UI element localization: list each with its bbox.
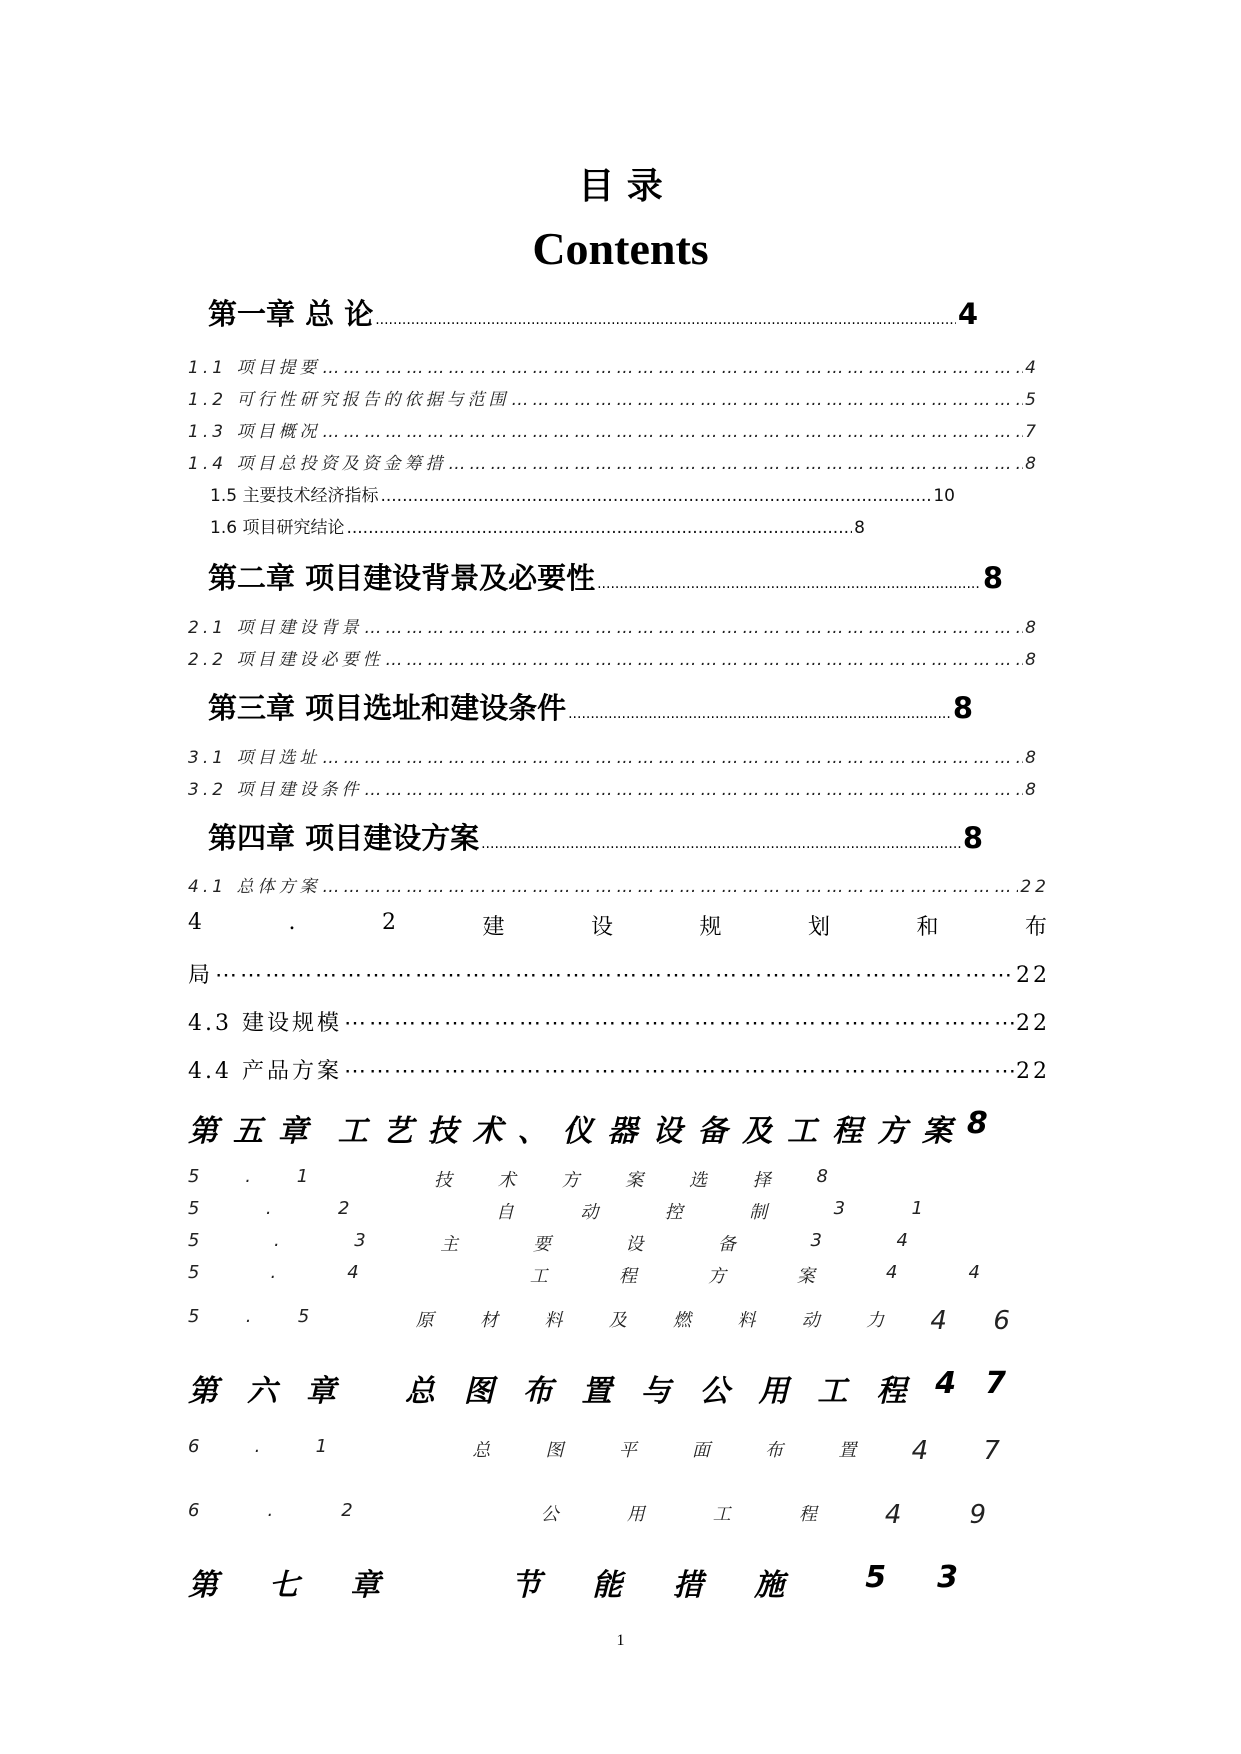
toc-char: 动 (801, 1310, 820, 1331)
toc-chapter-7[interactable] (188, 1560, 958, 1604)
toc-char: . (288, 910, 299, 935)
toc-char: 及 (742, 1114, 773, 1149)
toc-page-number: 8 (1025, 454, 1040, 474)
toc-char: 节 (511, 1568, 542, 1603)
toc-entry-4-2-line2[interactable] (188, 958, 1050, 989)
toc-page-number: 4 (1025, 358, 1040, 378)
toc-char: 总 (404, 1374, 435, 1409)
toc-char: 仪 (562, 1114, 593, 1149)
toc-char: 及 (608, 1310, 627, 1331)
toc-char: 程 (798, 1504, 817, 1525)
toc-char: 材 (480, 1310, 499, 1331)
toc-char: 措 (673, 1568, 704, 1603)
toc-char: 原 (415, 1310, 434, 1331)
toc-char: 工 (787, 1114, 818, 1149)
toc-char: 4 (188, 910, 205, 935)
toc-char: 燃 (673, 1310, 692, 1331)
toc-char: 工 (529, 1266, 548, 1287)
toc-entry-title: 4.1 总体方案 (188, 877, 321, 897)
toc-char: 设 (625, 1234, 644, 1255)
toc-char: 4 (884, 1500, 902, 1530)
toc-leader (481, 836, 961, 852)
toc-leader (344, 1011, 1014, 1036)
toc-page-number: 8 (982, 561, 1003, 595)
toc-leader (380, 486, 931, 506)
toc-char: 和 (916, 915, 942, 940)
toc-chapter-4[interactable] (208, 816, 983, 857)
toc-char: 方 (707, 1266, 726, 1287)
toc-char: . (267, 1500, 274, 1521)
toc-page-number: 10 (933, 486, 955, 506)
toc-char: 用 (758, 1374, 789, 1409)
toc-char: 划 (807, 915, 833, 940)
toc-char: 章 (277, 1114, 308, 1149)
toc-entry-3-2[interactable] (188, 775, 1040, 800)
toc-entry-title: 4.4 产品方案 (188, 1059, 342, 1084)
toc-char: 择 (752, 1170, 771, 1191)
toc-entry-5-2[interactable] (188, 1198, 923, 1224)
toc-chapter-title: 第四章 项目建设方案 (208, 821, 480, 855)
toc-page-number: 5 (1025, 390, 1040, 410)
toc-char: 6 (188, 1500, 200, 1521)
toc-page-number: 7 (1025, 422, 1040, 442)
toc-char: 、 (517, 1114, 548, 1149)
toc-char: 第 (188, 1114, 218, 1149)
toc-char: 制 (749, 1202, 768, 1223)
toc-char: 1 (315, 1436, 328, 1457)
toc-chapter-2[interactable] (208, 556, 1003, 597)
toc-char: 5 (188, 1198, 200, 1219)
toc-char: 方 (877, 1114, 907, 1149)
toc-char: 4 (911, 1436, 929, 1466)
toc-char: . (270, 1262, 277, 1283)
toc-page-number: 8 (1025, 780, 1040, 800)
toc-char: 4 (885, 1262, 898, 1283)
toc-char: 6 (188, 1436, 200, 1457)
toc-entry-title: 1.3 项目概况 (188, 422, 321, 442)
toc-char: . (274, 1230, 280, 1251)
toc-char: 案 (921, 1114, 952, 1149)
toc-leader (346, 518, 852, 538)
toc-char: 五 (232, 1114, 263, 1149)
toc-char: 6 (993, 1306, 1010, 1336)
toc-char: 4 (896, 1230, 908, 1251)
toc-entry-title: 1.5 主要技术经济指标 (210, 486, 379, 506)
toc-char: 艺 (382, 1114, 413, 1149)
toc-chapter-3[interactable] (208, 686, 973, 727)
toc-page-number: 22 (1016, 963, 1050, 988)
toc-char: 术 (472, 1114, 503, 1149)
toc-entry-title: 2.1 项目建设背景 (188, 618, 363, 638)
toc-leader (322, 748, 1023, 768)
toc-entry-3-1[interactable] (188, 743, 1040, 768)
toc-char: 施 (754, 1568, 785, 1603)
toc-char: 第 (188, 1568, 218, 1603)
toc-char: 备 (697, 1114, 728, 1149)
toc-char: 程 (832, 1114, 863, 1149)
toc-char: 设 (590, 915, 616, 940)
toc-entry-1-1[interactable] (188, 353, 1040, 378)
toc-chapter-title: 第一章 总 论 (208, 297, 374, 331)
toc-chapter-title: 第三章 项目选址和建设条件 (208, 691, 567, 725)
toc-char: 六 (246, 1374, 277, 1409)
toc-leader (375, 312, 956, 328)
toc-leader (568, 706, 951, 722)
toc-char: 布 (522, 1374, 553, 1409)
toc-char: 2 (338, 1198, 350, 1219)
page-number-footer: 1 (616, 1632, 625, 1649)
toc-leader (322, 422, 1023, 442)
toc-entry-6-2[interactable] (188, 1500, 986, 1530)
toc-char: 程 (876, 1374, 907, 1409)
toc-page-number: 4 (957, 297, 978, 331)
toc-char: . (245, 1306, 252, 1327)
toc-char: 4 (347, 1262, 359, 1283)
toc-char: 程 (618, 1266, 637, 1287)
toc-char: 能 (592, 1568, 623, 1603)
toc-char: 布 (765, 1440, 784, 1461)
toc-char: 2 (381, 910, 399, 935)
toc-entry-5-1[interactable] (188, 1166, 828, 1192)
toc-char: 2 (341, 1500, 353, 1521)
toc-char: 图 (545, 1440, 564, 1461)
toc-char: 1 (296, 1166, 309, 1187)
toc-leader (322, 358, 1023, 378)
toc-leader (215, 963, 1014, 988)
toc-char: 工 (817, 1374, 848, 1409)
toc-char: 9 (969, 1500, 986, 1530)
toc-leader (322, 877, 1018, 897)
toc-char: 3 (354, 1230, 366, 1251)
toc-char: 选 (689, 1170, 707, 1191)
toc-char: 动 (580, 1202, 599, 1223)
toc-char: 自 (495, 1202, 514, 1223)
toc-chapter-title: 第二章 项目建设背景及必要性 (208, 561, 596, 595)
toc-char: 5 (188, 1230, 200, 1251)
toc-leader (385, 650, 1023, 670)
toc-char: 工 (337, 1114, 368, 1149)
toc-char: 图 (463, 1374, 494, 1409)
toc-page-number: 8 (1025, 748, 1040, 768)
toc-entry-4-3[interactable] (188, 1006, 1050, 1037)
toc-char: 公 (540, 1504, 559, 1525)
toc-char: 7 (985, 1366, 1006, 1401)
toc-entry-1-2[interactable] (188, 385, 1040, 410)
toc-entry-4-4[interactable] (188, 1054, 1050, 1085)
toc-page-number: 22 (1016, 1059, 1050, 1084)
toc-char: 技 (433, 1170, 452, 1191)
toc-entry-4-2-line1[interactable] (188, 910, 1050, 941)
toc-page-number: 8 (854, 518, 865, 538)
toc-entry-title: 4.3 建设规模 (188, 1011, 342, 1036)
toc-char: 料 (737, 1310, 756, 1331)
toc-char: 面 (691, 1440, 710, 1461)
toc-char: 设 (652, 1114, 683, 1149)
toc-char: 技 (427, 1114, 458, 1149)
toc-char: 案 (625, 1170, 644, 1191)
toc-entry-title: 3.2 项目建设条件 (188, 780, 363, 800)
toc-entry-1-6[interactable] (210, 513, 865, 538)
toc-char: 七 (269, 1568, 300, 1603)
toc-title-english: Contents (532, 223, 709, 274)
toc-page-number: 8 (962, 821, 983, 855)
toc-title-chinese: 目 录 (578, 166, 663, 207)
toc-char: 方 (561, 1170, 580, 1191)
toc-char: 3 (810, 1230, 822, 1251)
toc-entry-1-3[interactable] (188, 417, 1040, 442)
toc-char: 第 (188, 1374, 218, 1409)
toc-entry-title: 3.1 项目选址 (188, 748, 321, 768)
toc-entry-4-1[interactable] (188, 872, 1050, 897)
toc-char: 术 (497, 1170, 516, 1191)
toc-char: 器 (607, 1114, 638, 1149)
toc-char: 3 (833, 1198, 846, 1219)
toc-char: 用 (626, 1504, 645, 1525)
toc-chapter-5[interactable] (188, 1106, 988, 1150)
toc-char: 置 (838, 1440, 857, 1461)
toc-leader (344, 1059, 1014, 1084)
toc-char: 布 (1024, 915, 1050, 940)
toc-char: 力 (866, 1310, 885, 1331)
toc-char: . (245, 1166, 251, 1187)
toc-char: 工 (712, 1504, 731, 1525)
toc-entry-5-3[interactable] (188, 1230, 908, 1256)
toc-entry-title: 1.1 项目提要 (188, 358, 321, 378)
toc-char: 案 (796, 1266, 815, 1287)
toc-entry-1-5[interactable] (210, 481, 955, 506)
toc-entry-title: 1.2 可行性研究报告的依据与范围 (188, 390, 510, 410)
toc-char: 8 (816, 1166, 828, 1187)
toc-char: 章 (305, 1374, 336, 1409)
toc-entry-title: 1.6 项目研究结论 (210, 518, 345, 538)
toc-entry-5-4[interactable] (188, 1262, 980, 1288)
toc-chapter-1[interactable] (208, 292, 978, 333)
toc-leader (597, 576, 981, 592)
toc-char: 要 (532, 1234, 551, 1255)
toc-char: 平 (618, 1440, 637, 1461)
toc-char: 3 (937, 1560, 958, 1595)
toc-entry-2-1[interactable] (188, 613, 1040, 638)
toc-char: . (265, 1198, 272, 1219)
toc-page-number: 8 (1025, 650, 1040, 670)
toc-char: 控 (664, 1202, 683, 1223)
toc-char: 总 (472, 1440, 491, 1461)
toc-char: 4 (968, 1262, 980, 1283)
toc-char: 5 (188, 1262, 200, 1283)
toc-entry-title: 1.4 项目总投资及资金筹措 (188, 454, 447, 474)
toc-char: 与 (640, 1374, 671, 1409)
toc-char: 5 (188, 1306, 200, 1327)
toc-char: 1 (911, 1198, 923, 1219)
toc-page-number: 22 (1020, 877, 1050, 897)
toc-char: 5 (188, 1166, 200, 1187)
toc-char: 置 (581, 1374, 612, 1409)
toc-page-number: 8 (952, 691, 973, 725)
toc-char: 规 (699, 915, 725, 940)
toc-char: 8 (966, 1106, 988, 1141)
toc-entry-5-5[interactable] (188, 1306, 1010, 1336)
toc-char: 主 (440, 1234, 459, 1255)
toc-char: 章 (350, 1568, 381, 1603)
toc-char: 5 (297, 1306, 310, 1327)
toc-char: 4 (935, 1366, 957, 1401)
toc-entry-title: 局 (188, 963, 214, 988)
toc-char: 料 (544, 1310, 563, 1331)
toc-leader (364, 780, 1023, 800)
toc-page-number: 8 (1025, 618, 1040, 638)
toc-char: 备 (717, 1234, 736, 1255)
toc-char: 5 (865, 1560, 887, 1595)
toc-char: 建 (482, 915, 508, 940)
toc-char: . (254, 1436, 261, 1457)
toc-entry-2-2[interactable] (188, 645, 1040, 670)
toc-entry-title: 2.2 项目建设必要性 (188, 650, 384, 670)
toc-char: 4 (930, 1306, 947, 1336)
toc-char: 公 (699, 1374, 730, 1409)
toc-page-number: 22 (1016, 1011, 1050, 1036)
toc-chapter-6[interactable] (188, 1366, 1006, 1410)
toc-leader (448, 454, 1023, 474)
toc-leader (511, 390, 1023, 410)
toc-entry-1-4[interactable] (188, 449, 1040, 474)
toc-leader (364, 618, 1023, 638)
toc-entry-6-1[interactable] (188, 1436, 1000, 1466)
toc-char: 7 (983, 1436, 1000, 1466)
